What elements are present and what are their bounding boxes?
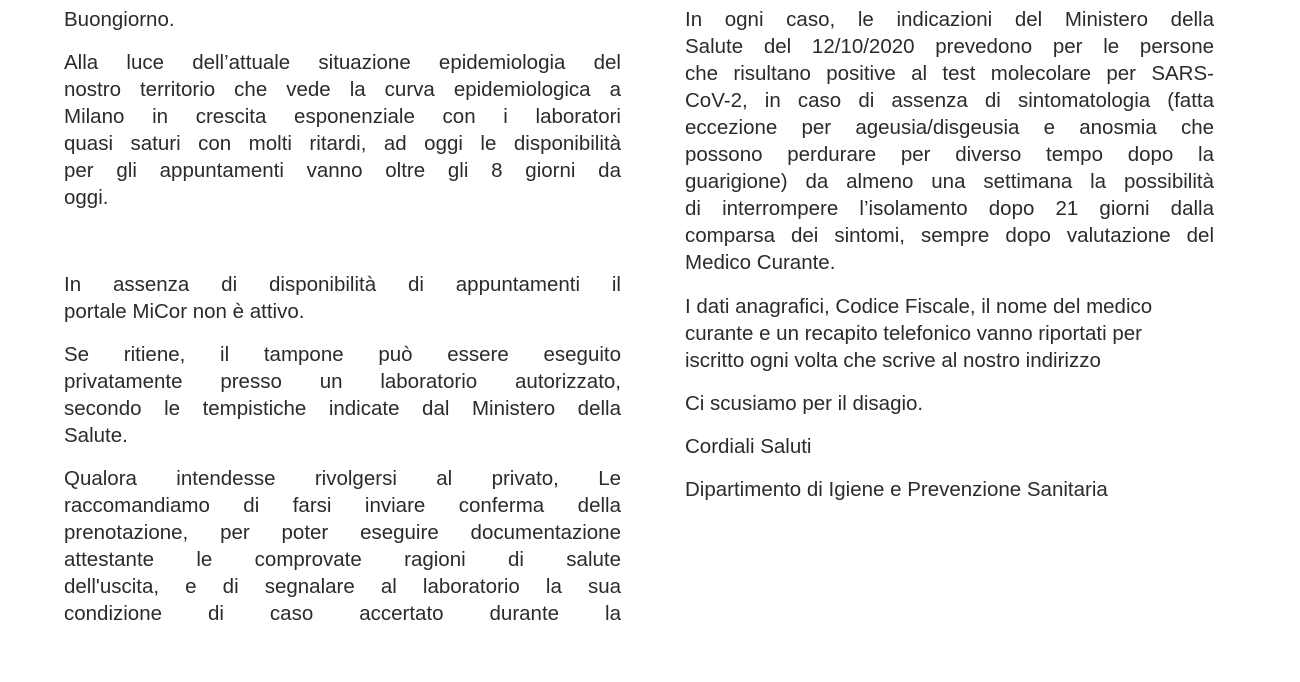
text-line: Salute.	[64, 424, 128, 447]
text-line: secondo le tempistiche indicate dal Ministero della	[64, 397, 621, 420]
right-column	[685, 6, 1214, 503]
text-line: CoV-2, in caso di assenza di sintomatologia (fatta	[685, 89, 1214, 112]
left-column	[64, 6, 621, 627]
text-line: nostro territorio che vede la curva epidemiologica a	[64, 78, 621, 101]
text-line: condizione di caso accertato durante la	[64, 602, 621, 625]
text-line: oggi.	[64, 186, 109, 209]
text-line: possono perdurare per diverso tempo dopo la	[685, 143, 1214, 166]
greeting: Buongiorno.	[64, 8, 175, 31]
text-line: quasi saturi con molti ritardi, ad oggi le disponibilità	[64, 132, 621, 155]
text-line: guarigione) da almeno una settimana la possibilità	[685, 170, 1214, 193]
text-line: di interrompere l’isolamento dopo 21 giorni dalla	[685, 197, 1214, 220]
paragraph-availability	[64, 271, 621, 325]
text-line: prenotazione, per poter eseguire documentazione	[64, 521, 621, 544]
closing-text: Cordiali Saluti	[685, 435, 812, 458]
paragraph-personal-data	[685, 293, 1214, 374]
text-line: curante e un recapito telefonico vanno riportati per	[685, 322, 1142, 345]
text-line: che risultano positive al test molecolare per SARS-	[685, 62, 1214, 85]
text-line: Alla luce dell’attuale situazione epidemiologia del	[64, 51, 621, 74]
text-line: dell'uscita, e di segnalare al laboratorio la sua	[64, 575, 621, 598]
text-line: per gli appuntamenti vanno oltre gli 8 giorni da	[64, 159, 621, 182]
text-line: Medico Curante.	[685, 251, 836, 274]
paragraph-private-test	[64, 341, 621, 449]
signature-department: Dipartimento di Igiene e Prevenzione Sanitaria	[685, 478, 1108, 501]
paragraph-situation	[64, 49, 621, 211]
paragraph-private-recommendation	[64, 465, 621, 627]
text-line: privatamente presso un laboratorio autorizzato,	[64, 370, 621, 393]
text-line: In ogni caso, le indicazioni del Ministero della	[685, 8, 1214, 31]
text-line: iscritto ogni volta che scrive al nostro indirizzo	[685, 349, 1101, 372]
text-line: eccezione per ageusia/disgeusia e anosmia che	[685, 116, 1214, 139]
text-line: portale MiCor non è attivo.	[64, 300, 305, 323]
text-line: Se ritiene, il tampone può essere eseguito	[64, 343, 621, 366]
text-line: comparsa dei sintomi, sempre dopo valutazione del	[685, 224, 1214, 247]
text-line: Salute del 12/10/2020 prevedono per le persone	[685, 35, 1214, 58]
text-line: In assenza di disponibilità di appuntamenti il	[64, 273, 621, 296]
text-line: I dati anagrafici, Codice Fiscale, il nome del medico	[685, 295, 1153, 318]
text-line: attestante le comprovate ragioni di salute	[64, 548, 621, 571]
text-line: Milano in crescita esponenziale con i laboratori	[64, 105, 621, 128]
text-line: Qualora intendesse rivolgersi al privato, Le	[64, 467, 621, 490]
paragraph-ministry-guidelines	[685, 6, 1214, 276]
text-line: raccomandiamo di farsi inviare conferma della	[64, 494, 621, 517]
apology-text: Ci scusiamo per il disagio.	[685, 392, 924, 415]
